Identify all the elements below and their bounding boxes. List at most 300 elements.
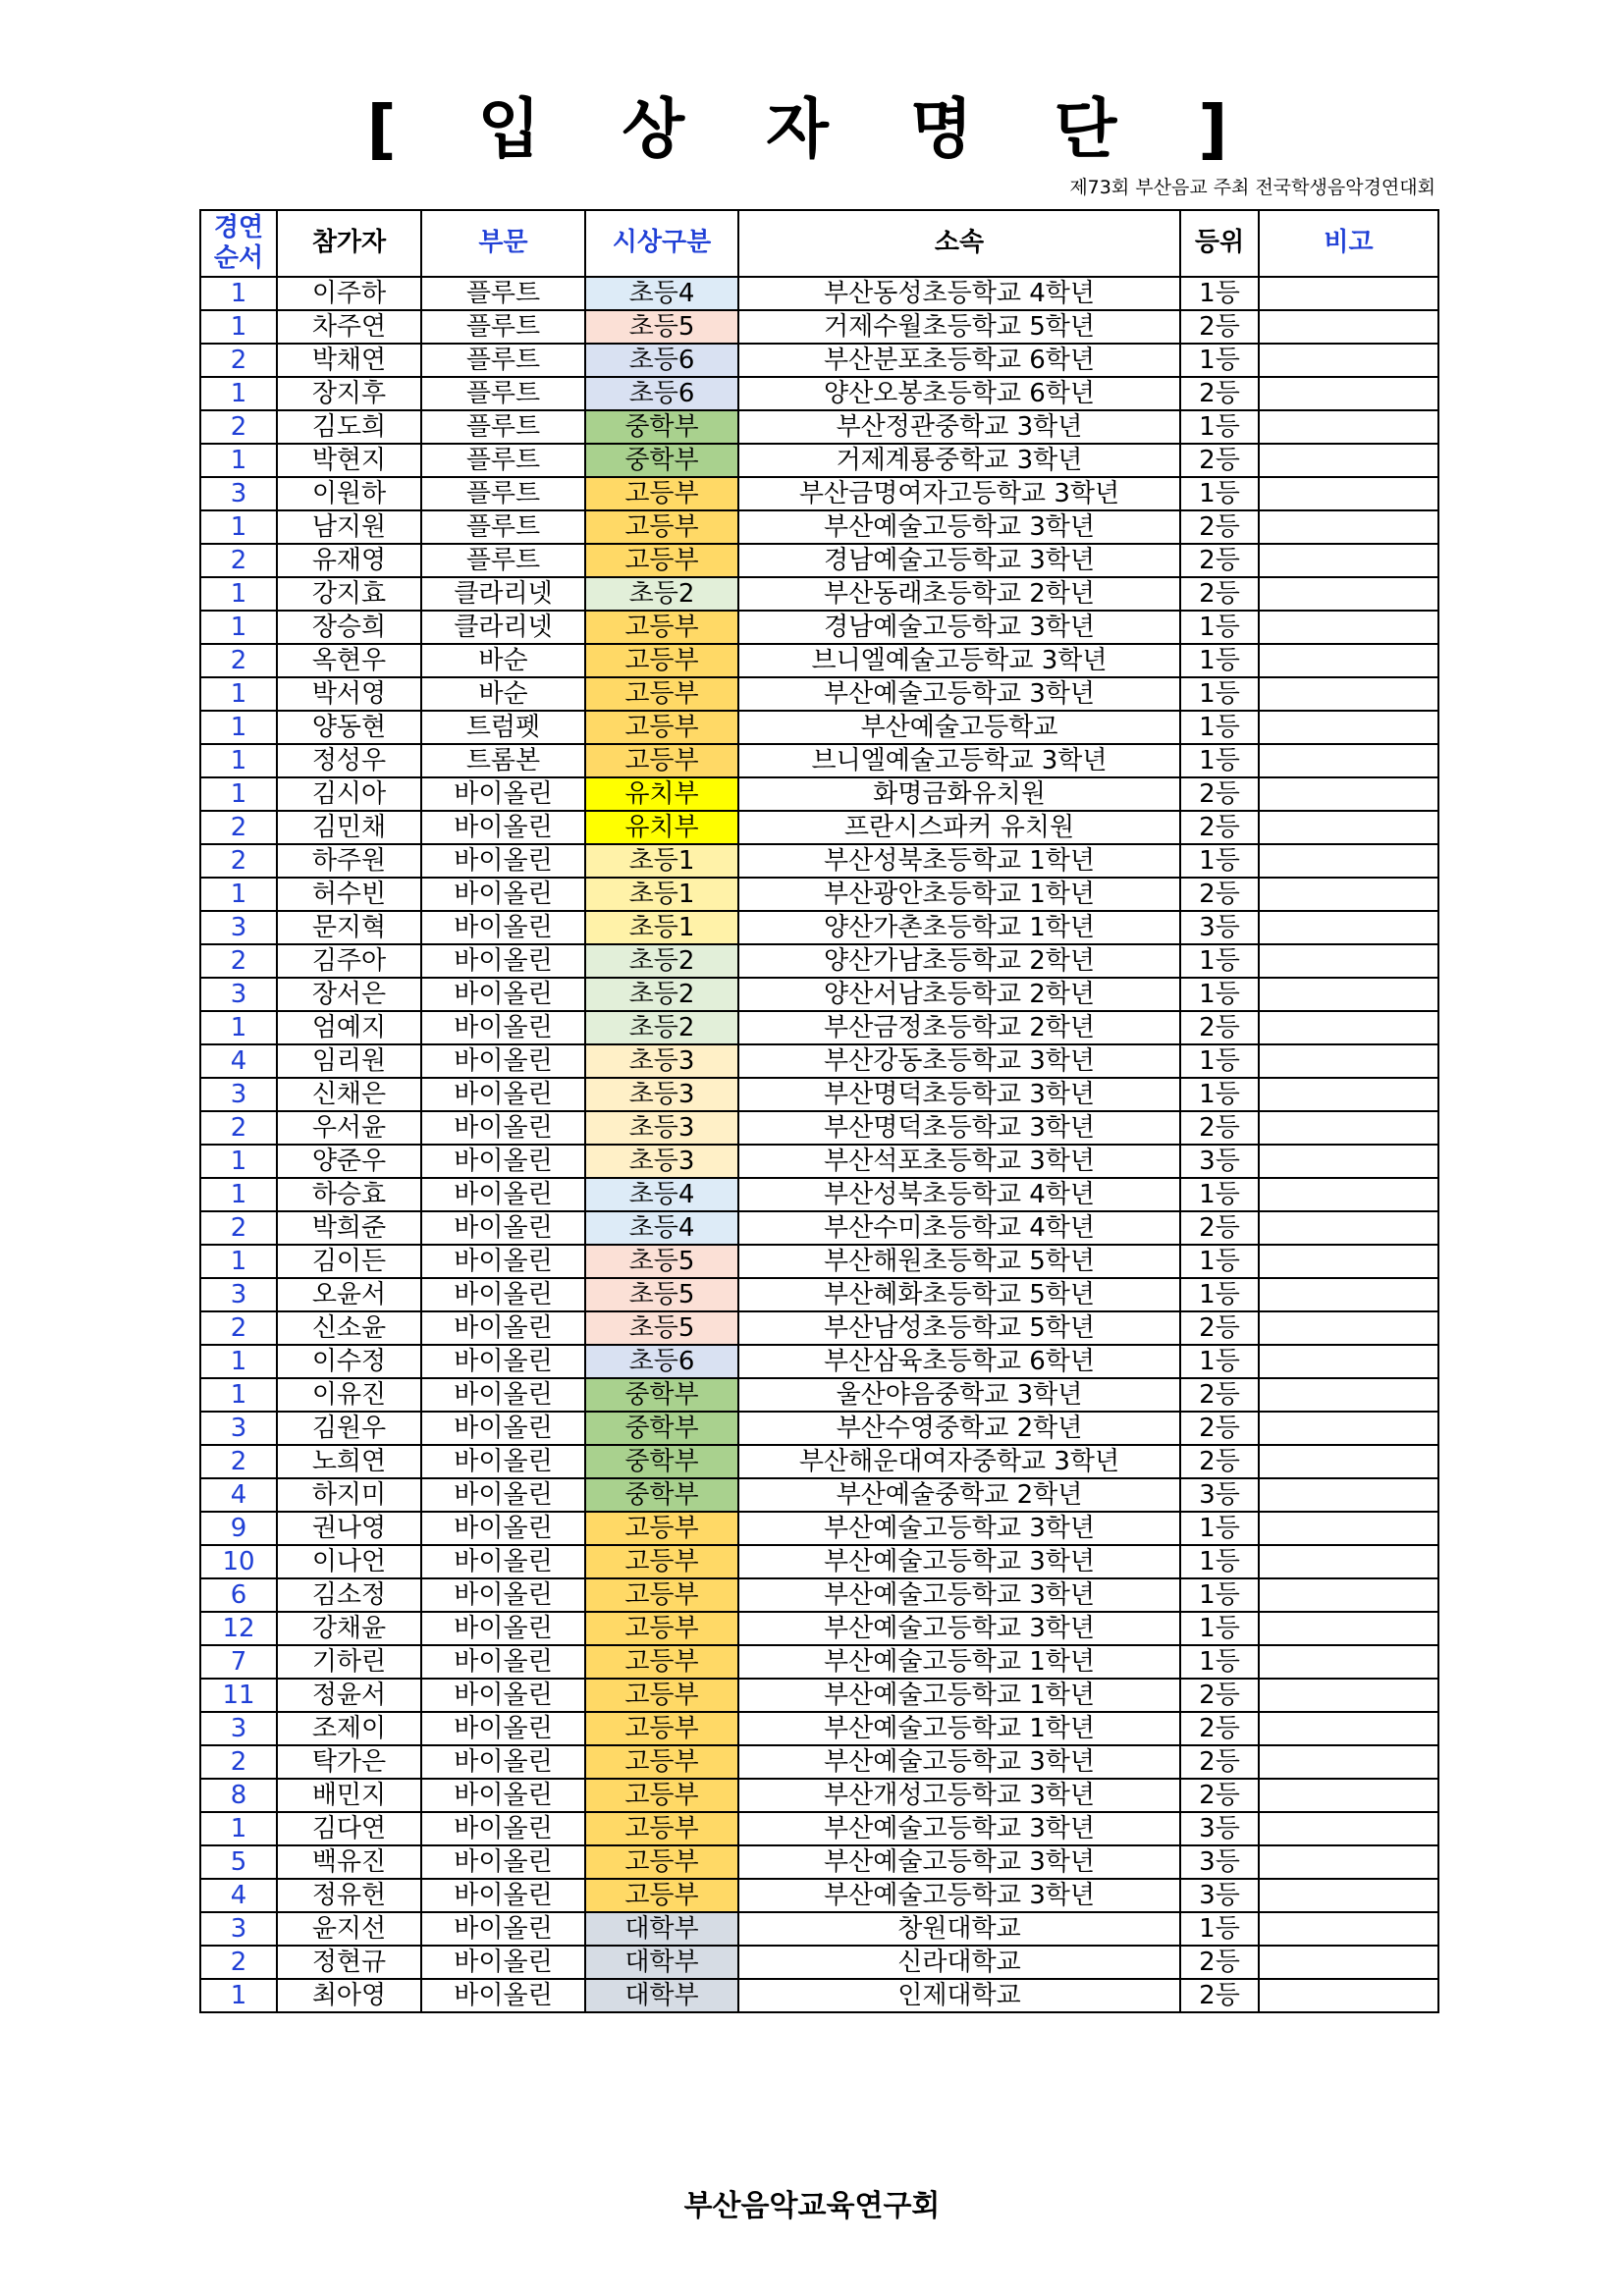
- affiliation-cell: 부산해원초등학교 5학년: [738, 1245, 1180, 1278]
- table-row: [200, 1311, 1438, 1345]
- award-cell: 고등부: [585, 1645, 738, 1679]
- order-cell: 6: [200, 1578, 277, 1612]
- table-row: [200, 1679, 1438, 1712]
- dept-cell: 바이올린: [421, 878, 585, 911]
- table-row: [200, 277, 1438, 310]
- rank-cell: 2등: [1180, 1111, 1259, 1145]
- table-row: [200, 1545, 1438, 1578]
- order-cell: 3: [200, 477, 277, 510]
- header-order-line2: 순서: [213, 243, 264, 273]
- rank-cell: 3등: [1180, 911, 1259, 944]
- rank-cell: 2등: [1180, 1011, 1259, 1044]
- rank-cell: 1등: [1180, 1245, 1259, 1278]
- affiliation-cell: 브니엘예술고등학교 3학년: [738, 644, 1180, 677]
- award-cell: 고등부: [585, 677, 738, 711]
- rank-cell: 3등: [1180, 1845, 1259, 1879]
- award-cell: 고등부: [585, 510, 738, 544]
- name-cell: 양준우: [277, 1145, 421, 1178]
- award-cell: 고등부: [585, 711, 738, 744]
- rank-cell: 1등: [1180, 1912, 1259, 1946]
- name-cell: 기하린: [277, 1645, 421, 1679]
- table-row: [200, 1645, 1438, 1679]
- note-cell: [1259, 1211, 1438, 1245]
- table-row: [200, 410, 1438, 444]
- affiliation-cell: 프란시스파커 유치원: [738, 811, 1180, 844]
- affiliation-cell: 부산혜화초등학교 5학년: [738, 1278, 1180, 1311]
- name-cell: 엄예지: [277, 1011, 421, 1044]
- affiliation-cell: 양산가촌초등학교 1학년: [738, 911, 1180, 944]
- name-cell: 문지혁: [277, 911, 421, 944]
- award-cell: 고등부: [585, 1845, 738, 1879]
- dept-cell: 바이올린: [421, 1545, 585, 1578]
- affiliation-cell: 부산명덕초등학교 3학년: [738, 1111, 1180, 1145]
- affiliation-cell: 부산성북초등학교 1학년: [738, 844, 1180, 878]
- table-row: [200, 1845, 1438, 1879]
- order-cell: 2: [200, 344, 277, 377]
- name-cell: 김소정: [277, 1578, 421, 1612]
- rank-cell: 1등: [1180, 744, 1259, 777]
- name-cell: 김다연: [277, 1812, 421, 1845]
- dept-cell: 바이올린: [421, 1745, 585, 1779]
- rank-cell: 3등: [1180, 1145, 1259, 1178]
- table-row: [200, 911, 1438, 944]
- name-cell: 임리원: [277, 1044, 421, 1078]
- order-cell: 1: [200, 1378, 277, 1412]
- dept-cell: 바이올린: [421, 1178, 585, 1211]
- table-row: [200, 1879, 1438, 1912]
- note-cell: [1259, 1011, 1438, 1044]
- order-cell: 1: [200, 444, 277, 477]
- order-cell: 2: [200, 1311, 277, 1345]
- order-cell: 2: [200, 544, 277, 577]
- rank-cell: 2등: [1180, 811, 1259, 844]
- name-cell: 이나언: [277, 1545, 421, 1578]
- page-title: [ 입 상 자 명 단 ]: [366, 91, 1258, 167]
- affiliation-cell: 부산성북초등학교 4학년: [738, 1178, 1180, 1211]
- rank-cell: 2등: [1180, 544, 1259, 577]
- note-cell: [1259, 1278, 1438, 1311]
- table-row: [200, 1445, 1438, 1478]
- table-row: [200, 1478, 1438, 1512]
- order-cell: 4: [200, 1879, 277, 1912]
- name-cell: 신채은: [277, 1078, 421, 1111]
- order-cell: 1: [200, 1178, 277, 1211]
- order-cell: 8: [200, 1779, 277, 1812]
- name-cell: 최아영: [277, 1979, 421, 2012]
- header-affiliation: 소속: [738, 210, 1180, 277]
- order-cell: 1: [200, 878, 277, 911]
- affiliation-cell: 부산개성고등학교 3학년: [738, 1779, 1180, 1812]
- name-cell: 유재영: [277, 544, 421, 577]
- order-cell: 4: [200, 1044, 277, 1078]
- rank-cell: 2등: [1180, 1712, 1259, 1745]
- affiliation-cell: 부산수영중학교 2학년: [738, 1412, 1180, 1445]
- dept-cell: 바이올린: [421, 1578, 585, 1612]
- note-cell: [1259, 1145, 1438, 1178]
- order-cell: 2: [200, 1946, 277, 1979]
- note-cell: [1259, 777, 1438, 811]
- affiliation-cell: 인제대학교: [738, 1979, 1180, 2012]
- name-cell: 김시아: [277, 777, 421, 811]
- order-cell: 1: [200, 310, 277, 344]
- order-cell: 7: [200, 1645, 277, 1679]
- name-cell: 옥현우: [277, 644, 421, 677]
- order-cell: 1: [200, 777, 277, 811]
- note-cell: [1259, 1478, 1438, 1512]
- table-row: [200, 1378, 1438, 1412]
- name-cell: 강채윤: [277, 1612, 421, 1645]
- award-cell: 초등5: [585, 310, 738, 344]
- note-cell: [1259, 911, 1438, 944]
- dept-cell: 바이올린: [421, 1645, 585, 1679]
- rank-cell: 1등: [1180, 677, 1259, 711]
- name-cell: 김이든: [277, 1245, 421, 1278]
- name-cell: 허수빈: [277, 878, 421, 911]
- table-row: [200, 978, 1438, 1011]
- table-row: [200, 1979, 1438, 2012]
- affiliation-cell: 화명금화유치원: [738, 777, 1180, 811]
- note-cell: [1259, 510, 1438, 544]
- header-order: [200, 210, 277, 277]
- award-cell: 초등5: [585, 1278, 738, 1311]
- rank-cell: 3등: [1180, 1879, 1259, 1912]
- rank-cell: 1등: [1180, 1278, 1259, 1311]
- dept-cell: 플루트: [421, 477, 585, 510]
- table-row: [200, 1345, 1438, 1378]
- rank-cell: 1등: [1180, 978, 1259, 1011]
- order-cell: 1: [200, 611, 277, 644]
- table-row: [200, 1779, 1438, 1812]
- award-cell: 고등부: [585, 1779, 738, 1812]
- affiliation-cell: 부산명덕초등학교 3학년: [738, 1078, 1180, 1111]
- header-note: 비고: [1259, 210, 1438, 277]
- name-cell: 강지효: [277, 577, 421, 611]
- name-cell: 노희연: [277, 1445, 421, 1478]
- name-cell: 남지원: [277, 510, 421, 544]
- rank-cell: 2등: [1180, 1679, 1259, 1712]
- order-cell: 1: [200, 1345, 277, 1378]
- rank-cell: 1등: [1180, 1545, 1259, 1578]
- award-cell: 초등3: [585, 1044, 738, 1078]
- award-cell: 고등부: [585, 1545, 738, 1578]
- award-cell: 초등2: [585, 1011, 738, 1044]
- name-cell: 이원하: [277, 477, 421, 510]
- order-cell: 2: [200, 1211, 277, 1245]
- award-cell: 초등2: [585, 577, 738, 611]
- affiliation-cell: 부산예술고등학교 3학년: [738, 1845, 1180, 1879]
- name-cell: 정현규: [277, 1946, 421, 1979]
- award-cell: 고등부: [585, 1679, 738, 1712]
- note-cell: [1259, 644, 1438, 677]
- order-cell: 2: [200, 644, 277, 677]
- order-cell: 1: [200, 1812, 277, 1845]
- dept-cell: 바이올린: [421, 844, 585, 878]
- note-cell: [1259, 277, 1438, 310]
- award-cell: 초등1: [585, 878, 738, 911]
- dept-cell: 바이올린: [421, 1879, 585, 1912]
- note-cell: [1259, 1044, 1438, 1078]
- order-cell: 1: [200, 1979, 277, 2012]
- affiliation-cell: 부산예술고등학교 3학년: [738, 1612, 1180, 1645]
- rank-cell: 1등: [1180, 277, 1259, 310]
- table-row: [200, 1211, 1438, 1245]
- rank-cell: 2등: [1180, 1211, 1259, 1245]
- note-cell: [1259, 677, 1438, 711]
- rank-cell: 1등: [1180, 1078, 1259, 1111]
- award-cell: 고등부: [585, 544, 738, 577]
- table-row: [200, 711, 1438, 744]
- table-row: [200, 1512, 1438, 1545]
- rank-cell: 2등: [1180, 1779, 1259, 1812]
- rank-cell: 2등: [1180, 1979, 1259, 2012]
- table-row: [200, 1078, 1438, 1111]
- order-cell: 2: [200, 944, 277, 978]
- affiliation-cell: 부산분포초등학교 6학년: [738, 344, 1180, 377]
- header-rank: 등위: [1180, 210, 1259, 277]
- note-cell: [1259, 1345, 1438, 1378]
- table-row: [200, 377, 1438, 410]
- award-cell: 초등4: [585, 1178, 738, 1211]
- name-cell: 탁가은: [277, 1745, 421, 1779]
- order-cell: 3: [200, 1912, 277, 1946]
- name-cell: 이유진: [277, 1378, 421, 1412]
- rank-cell: 1등: [1180, 344, 1259, 377]
- dept-cell: 바순: [421, 677, 585, 711]
- order-cell: 1: [200, 377, 277, 410]
- dept-cell: 바이올린: [421, 1679, 585, 1712]
- affiliation-cell: 부산석포초등학교 3학년: [738, 1145, 1180, 1178]
- name-cell: 이주하: [277, 277, 421, 310]
- dept-cell: 바이올린: [421, 1979, 585, 2012]
- rank-cell: 1등: [1180, 611, 1259, 644]
- affiliation-cell: 부산예술고등학교 3학년: [738, 677, 1180, 711]
- note-cell: [1259, 1979, 1438, 2012]
- affiliation-cell: 부산예술중학교 2학년: [738, 1478, 1180, 1512]
- affiliation-cell: 부산예술고등학교 3학년: [738, 1879, 1180, 1912]
- award-cell: 고등부: [585, 644, 738, 677]
- table-row: [200, 1245, 1438, 1278]
- table-row: [200, 1612, 1438, 1645]
- name-cell: 장지후: [277, 377, 421, 410]
- award-cell: 고등부: [585, 1612, 738, 1645]
- rank-cell: 1등: [1180, 944, 1259, 978]
- affiliation-cell: 부산수미초등학교 4학년: [738, 1211, 1180, 1245]
- order-cell: 1: [200, 1011, 277, 1044]
- affiliation-cell: 부산동래초등학교 2학년: [738, 577, 1180, 611]
- name-cell: 이수정: [277, 1345, 421, 1378]
- table-row: [200, 1145, 1438, 1178]
- rank-cell: 2등: [1180, 444, 1259, 477]
- rank-cell: 1등: [1180, 1612, 1259, 1645]
- order-cell: 1: [200, 510, 277, 544]
- table-row: [200, 1011, 1438, 1044]
- award-cell: 대학부: [585, 1912, 738, 1946]
- table-body: [200, 277, 1438, 2012]
- award-cell: 초등5: [585, 1311, 738, 1345]
- dept-cell: 바이올린: [421, 777, 585, 811]
- table-row: [200, 1946, 1438, 1979]
- table-row: [200, 1044, 1438, 1078]
- rank-cell: 1등: [1180, 410, 1259, 444]
- order-cell: 4: [200, 1478, 277, 1512]
- rank-cell: 2등: [1180, 878, 1259, 911]
- note-cell: [1259, 1879, 1438, 1912]
- dept-cell: 바이올린: [421, 911, 585, 944]
- name-cell: 김도희: [277, 410, 421, 444]
- note-cell: [1259, 1612, 1438, 1645]
- award-cell: 고등부: [585, 1512, 738, 1545]
- affiliation-cell: 부산예술고등학교: [738, 711, 1180, 744]
- affiliation-cell: 부산광안초등학교 1학년: [738, 878, 1180, 911]
- table-row: [200, 1812, 1438, 1845]
- dept-cell: 바이올린: [421, 978, 585, 1011]
- dept-cell: 바이올린: [421, 1612, 585, 1645]
- affiliation-cell: 울산야음중학교 3학년: [738, 1378, 1180, 1412]
- dept-cell: 바이올린: [421, 1278, 585, 1311]
- note-cell: [1259, 978, 1438, 1011]
- dept-cell: 바이올린: [421, 1145, 585, 1178]
- affiliation-cell: 부산예술고등학교 1학년: [738, 1645, 1180, 1679]
- note-cell: [1259, 1779, 1438, 1812]
- order-cell: 2: [200, 844, 277, 878]
- note-cell: [1259, 1378, 1438, 1412]
- header-name: 참가자: [277, 210, 421, 277]
- award-cell: 고등부: [585, 477, 738, 510]
- name-cell: 권나영: [277, 1512, 421, 1545]
- note-cell: [1259, 1111, 1438, 1145]
- rank-cell: 2등: [1180, 1445, 1259, 1478]
- rank-cell: 2등: [1180, 1745, 1259, 1779]
- rank-cell: 1등: [1180, 844, 1259, 878]
- rank-cell: 1등: [1180, 1512, 1259, 1545]
- name-cell: 박현지: [277, 444, 421, 477]
- note-cell: [1259, 1412, 1438, 1445]
- rank-cell: 1등: [1180, 1578, 1259, 1612]
- name-cell: 우서윤: [277, 1111, 421, 1145]
- order-cell: 5: [200, 1845, 277, 1879]
- table-row: [200, 477, 1438, 510]
- note-cell: [1259, 1946, 1438, 1979]
- note-cell: [1259, 1679, 1438, 1712]
- dept-cell: 플루트: [421, 410, 585, 444]
- table-row: [200, 677, 1438, 711]
- note-cell: [1259, 1812, 1438, 1845]
- note-cell: [1259, 1245, 1438, 1278]
- dept-cell: 클라리넷: [421, 611, 585, 644]
- name-cell: 김주아: [277, 944, 421, 978]
- note-cell: [1259, 1845, 1438, 1879]
- table-row: [200, 1111, 1438, 1145]
- affiliation-cell: 양산가남초등학교 2학년: [738, 944, 1180, 978]
- affiliation-cell: 부산예술고등학교 3학년: [738, 1578, 1180, 1612]
- order-cell: 10: [200, 1545, 277, 1578]
- table-row: [200, 1578, 1438, 1612]
- dept-cell: 플루트: [421, 344, 585, 377]
- dept-cell: 플루트: [421, 444, 585, 477]
- affiliation-cell: 부산해운대여자중학교 3학년: [738, 1445, 1180, 1478]
- affiliation-cell: 부산남성초등학교 5학년: [738, 1311, 1180, 1345]
- table-row: [200, 944, 1438, 978]
- affiliation-cell: 거제계룡중학교 3학년: [738, 444, 1180, 477]
- dept-cell: 바이올린: [421, 1712, 585, 1745]
- rank-cell: 2등: [1180, 310, 1259, 344]
- award-cell: 고등부: [585, 744, 738, 777]
- note-cell: [1259, 1912, 1438, 1946]
- competition-subtitle: 제73회 부산음교 주최 전국학생음악경연대회: [1069, 177, 1435, 198]
- order-cell: 1: [200, 744, 277, 777]
- table-row: [200, 744, 1438, 777]
- award-cell: 고등부: [585, 1879, 738, 1912]
- name-cell: 백유진: [277, 1845, 421, 1879]
- table-row: [200, 777, 1438, 811]
- order-cell: 1: [200, 711, 277, 744]
- order-cell: 9: [200, 1512, 277, 1545]
- note-cell: [1259, 1512, 1438, 1545]
- order-cell: 12: [200, 1612, 277, 1645]
- affiliation-cell: 부산정관중학교 3학년: [738, 410, 1180, 444]
- name-cell: 박희준: [277, 1211, 421, 1245]
- note-cell: [1259, 944, 1438, 978]
- rank-cell: 1등: [1180, 711, 1259, 744]
- note-cell: [1259, 1178, 1438, 1211]
- note-cell: [1259, 611, 1438, 644]
- note-cell: [1259, 844, 1438, 878]
- rank-cell: 2등: [1180, 377, 1259, 410]
- affiliation-cell: 거제수월초등학교 5학년: [738, 310, 1180, 344]
- note-cell: [1259, 1712, 1438, 1745]
- order-cell: 2: [200, 811, 277, 844]
- table-row: [200, 510, 1438, 544]
- name-cell: 윤지선: [277, 1912, 421, 1946]
- table-row: [200, 611, 1438, 644]
- name-cell: 하지미: [277, 1478, 421, 1512]
- note-cell: [1259, 544, 1438, 577]
- dept-cell: 바이올린: [421, 1211, 585, 1245]
- dept-cell: 트럼펫: [421, 711, 585, 744]
- name-cell: 조제이: [277, 1712, 421, 1745]
- name-cell: 박서영: [277, 677, 421, 711]
- award-cell: 유치부: [585, 777, 738, 811]
- affiliation-cell: 경남예술고등학교 3학년: [738, 544, 1180, 577]
- affiliation-cell: 양산서남초등학교 2학년: [738, 978, 1180, 1011]
- dept-cell: 바이올린: [421, 1445, 585, 1478]
- rank-cell: 3등: [1180, 1478, 1259, 1512]
- award-cell: 초등1: [585, 844, 738, 878]
- order-cell: 3: [200, 978, 277, 1011]
- affiliation-cell: 양산오봉초등학교 6학년: [738, 377, 1180, 410]
- order-cell: 3: [200, 1278, 277, 1311]
- name-cell: 신소윤: [277, 1311, 421, 1345]
- affiliation-cell: 부산삼육초등학교 6학년: [738, 1345, 1180, 1378]
- order-cell: 1: [200, 1245, 277, 1278]
- affiliation-cell: 부산예술고등학교 3학년: [738, 1545, 1180, 1578]
- affiliation-cell: 부산예술고등학교 3학년: [738, 510, 1180, 544]
- note-cell: [1259, 344, 1438, 377]
- note-cell: [1259, 1578, 1438, 1612]
- dept-cell: 플루트: [421, 277, 585, 310]
- note-cell: [1259, 1445, 1438, 1478]
- table-row: [200, 878, 1438, 911]
- name-cell: 하승효: [277, 1178, 421, 1211]
- note-cell: [1259, 1311, 1438, 1345]
- dept-cell: 바이올린: [421, 1245, 585, 1278]
- award-cell: 고등부: [585, 1812, 738, 1845]
- order-cell: 3: [200, 1412, 277, 1445]
- rank-cell: 1등: [1180, 644, 1259, 677]
- dept-cell: 바순: [421, 644, 585, 677]
- affiliation-cell: 부산예술고등학교 1학년: [738, 1712, 1180, 1745]
- rank-cell: 2등: [1180, 1378, 1259, 1412]
